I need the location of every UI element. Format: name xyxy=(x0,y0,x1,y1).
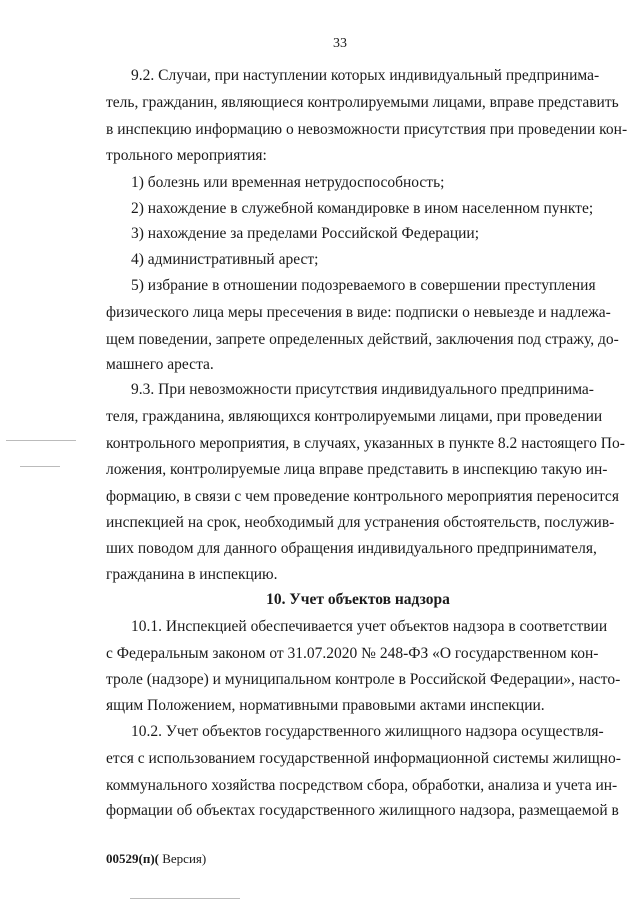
text-line: тель, гражданин, являющиеся контролируемыми лицами, вправе представить xyxy=(106,94,619,111)
text-line: формации об объектах государственного жилищного надзора, размещаемой в xyxy=(106,802,619,819)
section-heading: 10. Учет объектов надзора xyxy=(266,591,450,608)
scan-artifact xyxy=(130,898,240,899)
text-line: троле (надзоре) и муниципальном контроле в Российской Федерации», насто- xyxy=(106,671,621,688)
text-line: коммунального хозяйства посредством сбора, обработки, анализа и учета ин- xyxy=(106,777,618,794)
text-line: ящим Положением, нормативными правовыми актами инспекции. xyxy=(106,697,545,714)
list-item: 1) болезнь или временная нетрудоспособность; xyxy=(131,174,445,191)
text-line: машнего ареста. xyxy=(106,356,214,373)
list-item: 2) нахождение в служебной командировке в ином населенном пункте; xyxy=(131,200,594,217)
scan-artifact xyxy=(20,466,60,467)
scan-artifact xyxy=(6,440,76,441)
text-line: ложения, контролируемые лица вправе представить в инспекцию такую ин- xyxy=(106,461,608,478)
text-line: щем поведении, запрете определенных действий, заключения под стражу, до- xyxy=(106,331,619,348)
page-number: 33 xyxy=(333,36,347,51)
text-line: трольного мероприятия: xyxy=(106,147,267,164)
text-line: контрольного мероприятия, в случаях, указанных в пункте 8.2 настоящего По- xyxy=(106,435,625,452)
text-line: гражданина в инспекцию. xyxy=(106,566,278,583)
text-line: в инспекцию информацию о невозможности присутствия при проведении кон- xyxy=(106,121,628,138)
text-line: 10.2. Учет объектов государственного жилищного надзора осуществля- xyxy=(131,723,604,740)
text-line: ших поводом для данного обращения индивидуального предпринимателя, xyxy=(106,540,597,557)
document-version: Версия) xyxy=(158,851,207,866)
footer xyxy=(106,851,206,867)
list-item: 4) административный арест; xyxy=(131,251,319,268)
text-line: 9.2. Случаи, при наступлении которых индивидуальный предпринима- xyxy=(131,67,600,84)
text-line: физического лица меры пресечения в виде: подписки о невыезде и надлежа- xyxy=(106,304,611,321)
text-line: 9.3. При невозможности присутствия индивидуального предпринима- xyxy=(131,381,594,398)
text-line: инспекцией на срок, необходимый для устранения обстоятельств, послужив- xyxy=(106,514,615,531)
text-line: ется с использованием государственной информационной системы жилищно- xyxy=(106,750,621,767)
text-line: теля, гражданина, являющихся контролируемыми лицами, при проведении xyxy=(106,408,603,425)
text-line: 10.1. Инспекцией обеспечивается учет объектов надзора в соответствии xyxy=(131,618,608,635)
text-line: формацию, в связи с чем проведение контрольного мероприятия переносится xyxy=(106,488,619,505)
list-item: 5) избрание в отношении подозреваемого в совершении преступления xyxy=(131,277,596,294)
list-item: 3) нахождение за пределами Российской Федерации; xyxy=(131,225,480,242)
text-line: с Федеральным законом от 31.07.2020 № 248-ФЗ «О государственном кон- xyxy=(106,645,599,662)
document-code: 00529(п)( xyxy=(106,851,159,866)
